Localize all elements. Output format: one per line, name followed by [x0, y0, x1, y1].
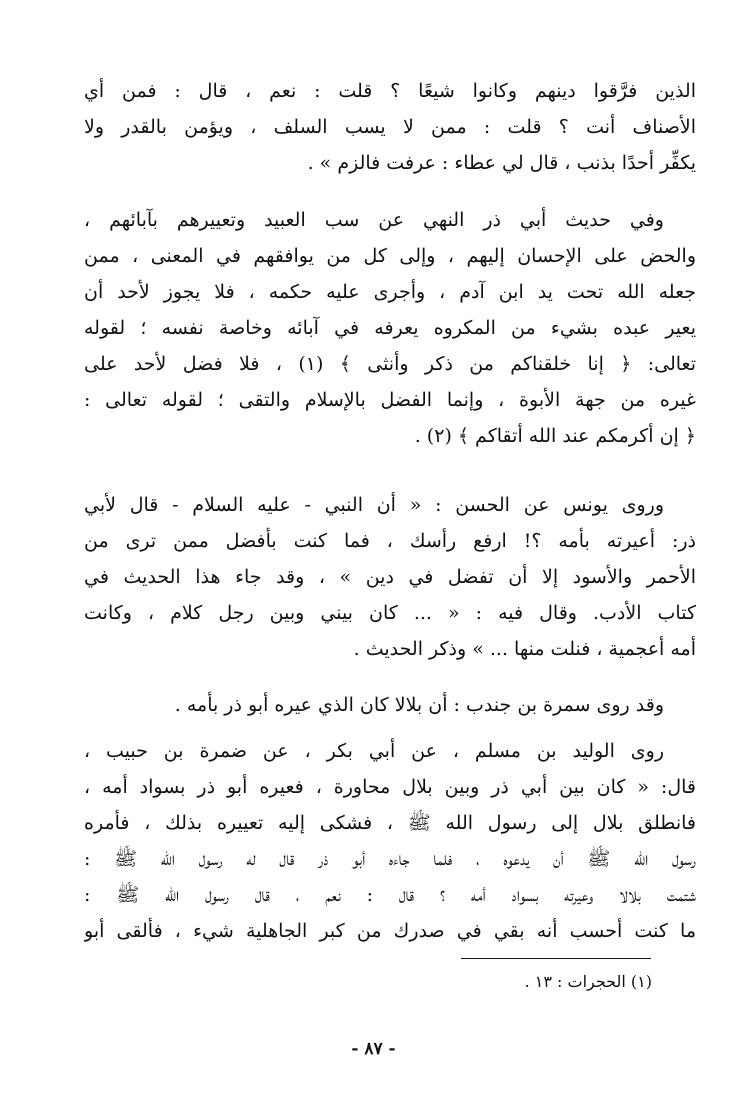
paragraph-2: [84, 202, 696, 454]
text-line: روى الوليد بن مسلم ، عن أبي بكر ، عن ضمرة بن حبيب ،: [84, 740, 664, 762]
text-line: الأصناف أنت ؟ قلت : ممن لا يسب السلف ، ويؤمن بالقدر ولا: [84, 116, 696, 138]
text-line: الأحمر والأسود إلا أن تفضل في دين » ، وقد جاء هذا الحديث في: [84, 566, 696, 588]
text-line: قال: « كان بين أبي ذر وبين بلال محاورة ، فعيره أبو ذر بسواد أمه ،: [84, 776, 696, 798]
text-line: تعالى: ﴿ إنا خلقناكم من ذكر وأنثى ﴾ (١) ، فلا فضل لأحد على: [84, 353, 696, 375]
paragraph-5: [84, 733, 696, 949]
text-line: يعير عبده بشيء من المكروه يعرفه في آبائه وخاصة نفسه ؛ لقوله: [84, 317, 696, 339]
text-line: غيره من جهة الأبوة ، وإنما الفضل بالإسلام والتقى ؛ لقوله تعالى :: [84, 389, 696, 411]
text-line: الذين فرَّقوا دينهم وكانوا شيعًا ؟ قلت : نعم ، قال : فمن أي: [84, 80, 696, 102]
footnote: (١) الحجرات : ١٣ .: [524, 972, 652, 991]
text-line: ما كنت أحسب أنه بقي في صدرك من كبر الجاهلية شيء ، فألقى أبو: [84, 920, 696, 942]
text-line: وفي حديث أبي ذر النهي عن سب العبيد وتعييرهم بآبائهم ،: [84, 209, 664, 231]
text-line: ذر: أعيرته بأمه ؟! ارفع رأسك ، فما كنت بأفضل ممن ترى من: [84, 530, 696, 552]
page-number: - ٨٧ -: [351, 1039, 396, 1059]
footnote-divider: [461, 958, 651, 959]
paragraph-1: [84, 73, 696, 181]
paragraph-4: [84, 687, 696, 723]
text-line: والحض على الإحسان إليهم ، وإلى كل من يوافقهم في المعنى ، ممن: [84, 245, 696, 267]
text-line: وقد روى سمرة بن جندب : أن بلالا كان الذي عيره أبو ذر بأمه .: [174, 694, 664, 716]
text-line: رسول الله ﷺ أن يدعوه ، فلما جاءه أبو ذر قال له رسول الله ﷺ :: [84, 848, 696, 870]
paragraph-3: [84, 487, 696, 667]
text-line: يكفِّر أحدًا بذنب ، قال لي عطاء : عرفت فالزم » .: [307, 152, 696, 174]
text-line: شتمت بلالا وعيرته بسواد أمه ؟ قال : نعم ، قال رسول الله ﷺ :: [84, 884, 696, 906]
text-line: أمه أعجمية ، فنلت منها ... » وذكر الحديث .: [353, 638, 696, 660]
text-line: وروى يونس عن الحسن : « أن النبي - عليه السلام - قال لأبي: [84, 494, 664, 516]
text-line: كتاب الأدب. وقال فيه : « ... كان بيني وبين رجل كلام ، وكانت: [84, 602, 696, 624]
text-line: ﴿ إن أكرمكم عند الله أتقاكم ﴾ (٢) .: [414, 425, 696, 447]
text-line: جعله الله تحت يد ابن آدم ، وأجرى عليه حكمه ، فلا يجوز لأحد أن: [84, 281, 696, 303]
text-line: فانطلق بلال إلى رسول الله ﷺ ، فشكى إليه تعييره بذلك ، فأمره: [84, 812, 696, 834]
